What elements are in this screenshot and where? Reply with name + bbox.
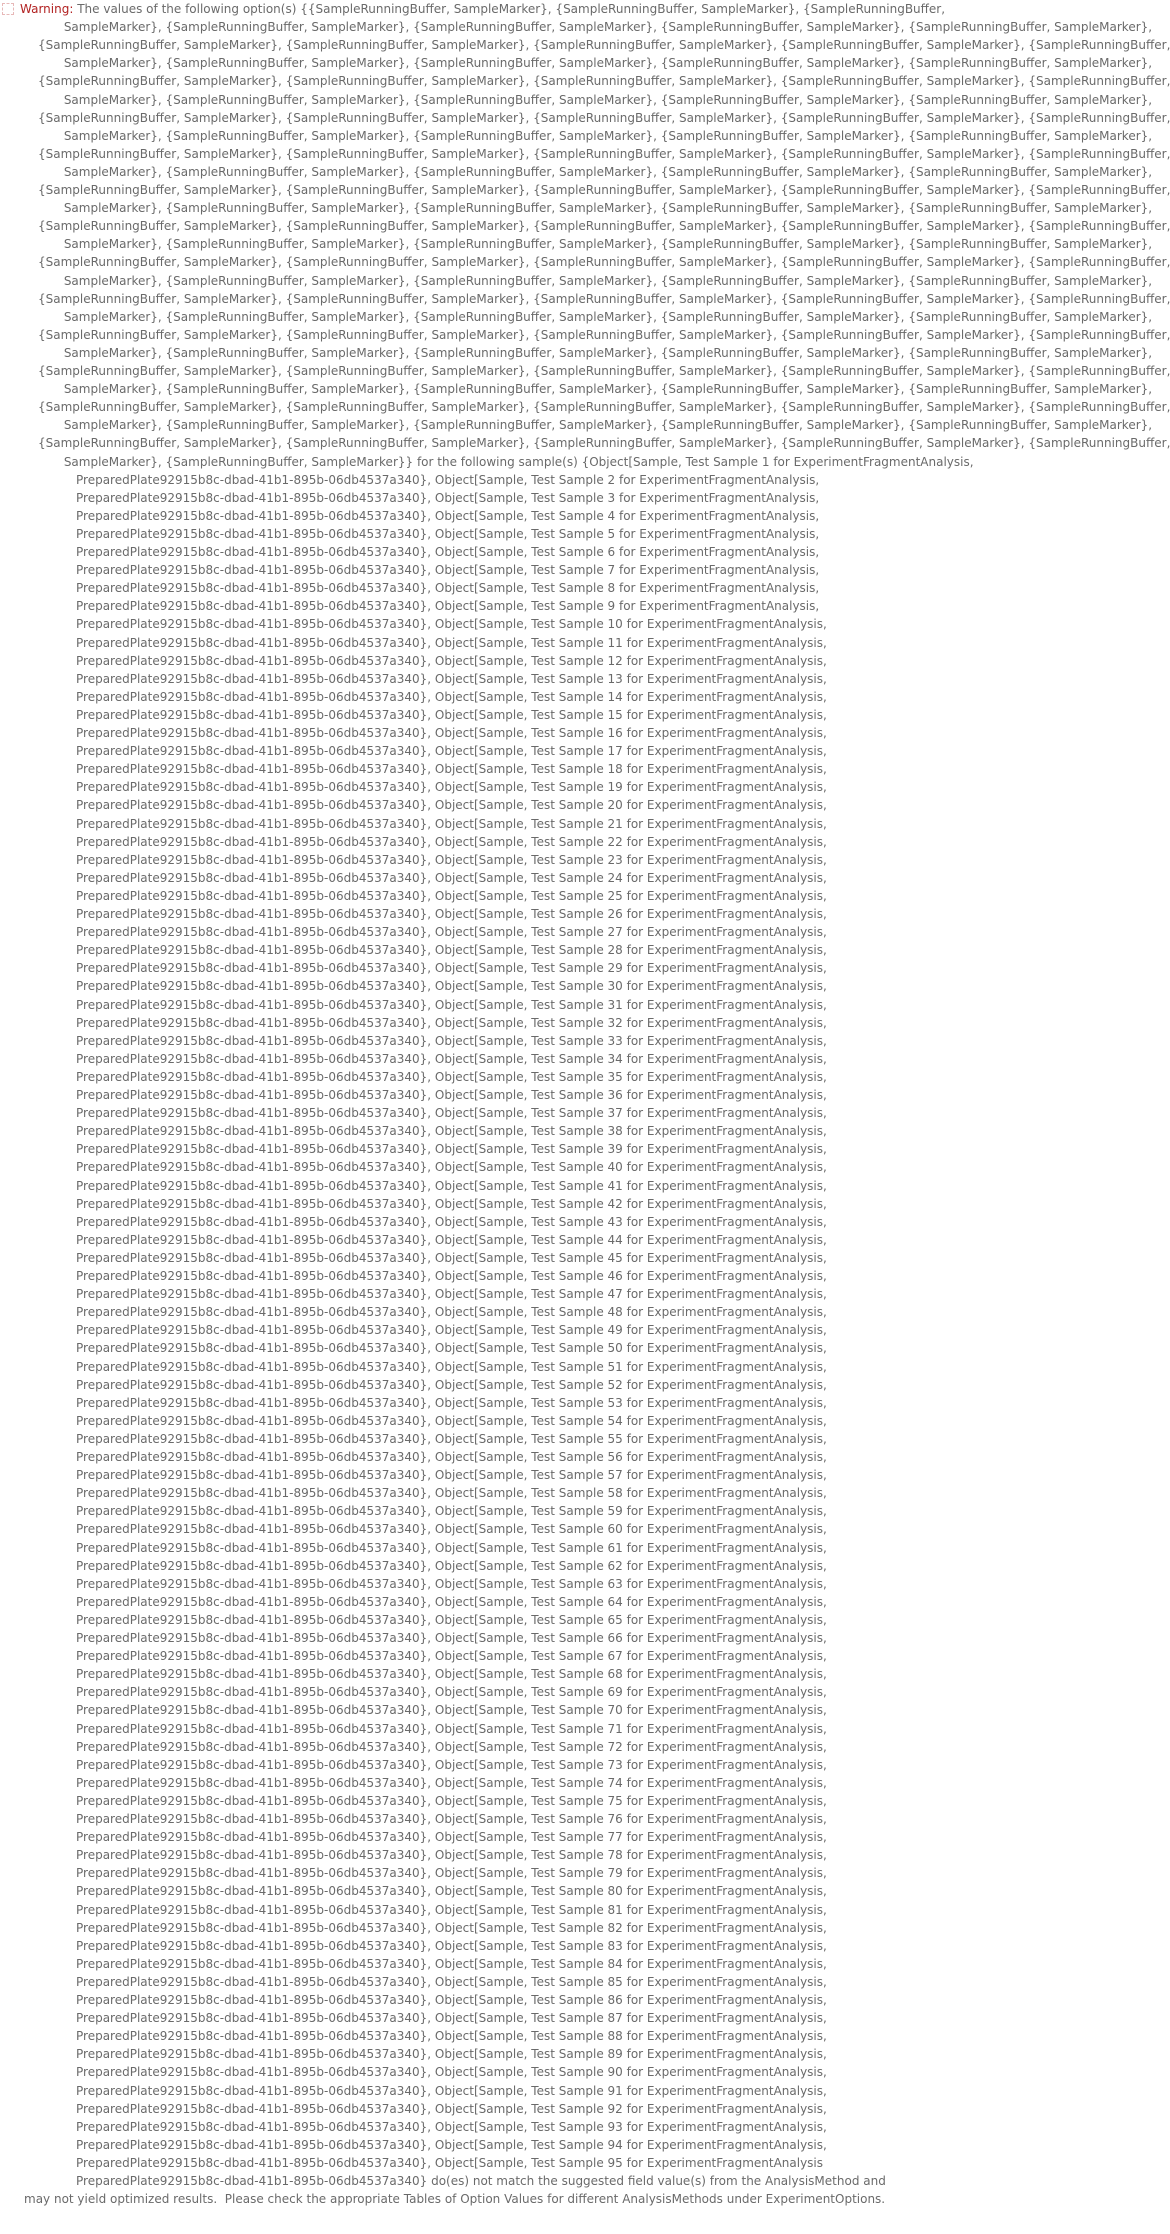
sample-row: PreparedPlate92915b8c-dbad-41b1-895b-06db4537a340}, Object[Sample, Test Sample 51 for ExperimentFragmentAnalysis,	[76, 1359, 827, 1374]
sample-row: PreparedPlate92915b8c-dbad-41b1-895b-06db4537a340}, Object[Sample, Test Sample 52 for ExperimentFragmentAnalysis,	[76, 1377, 827, 1392]
sample-row: PreparedPlate92915b8c-dbad-41b1-895b-06db4537a340}, Object[Sample, Test Sample 78 for ExperimentFragmentAnalysis,	[76, 1848, 827, 1863]
sample-row: PreparedPlate92915b8c-dbad-41b1-895b-06db4537a340}, Object[Sample, Test Sample 79 for ExperimentFragmentAnalysis,	[76, 1866, 827, 1881]
sample-row: PreparedPlate92915b8c-dbad-41b1-895b-06db4537a340}, Object[Sample, Test Sample 45 for ExperimentFragmentAnalysis,	[76, 1250, 827, 1265]
option-pair-line: {SampleRunningBuffer, SampleMarker}, {SampleRunningBuffer, SampleMarker}, {SampleRunningBuffer, SampleMarker}, {SampleRunningBuffer, SampleMarker}, {SampleRunningBuffer,	[38, 110, 1170, 125]
sample-row: PreparedPlate92915b8c-dbad-41b1-895b-06db4537a340}, Object[Sample, Test Sample 44 for ExperimentFragmentAnalysis,	[76, 1232, 827, 1247]
option-pair-line: {SampleRunningBuffer, SampleMarker}, {SampleRunningBuffer, SampleMarker}, {SampleRunningBuffer, SampleMarker}, {SampleRunningBuffer, SampleMarker}, {SampleRunningBuffer,	[38, 38, 1170, 53]
option-pair-line: SampleMarker}, {SampleRunningBuffer, SampleMarker}, {SampleRunningBuffer, SampleMarker}, {SampleRunningBuffer, SampleMarker}, {SampleRunningBuffer, SampleMarker},	[60, 201, 1153, 216]
sample-row: PreparedPlate92915b8c-dbad-41b1-895b-06db4537a340}, Object[Sample, Test Sample 54 for ExperimentFragmentAnalysis,	[76, 1413, 827, 1428]
option-pair-line: {SampleRunningBuffer, SampleMarker}, {SampleRunningBuffer, SampleMarker}, {SampleRunningBuffer, SampleMarker}, {SampleRunningBuffer, SampleMarker}, {SampleRunningBuffer,	[38, 146, 1170, 161]
option-pair-line: SampleMarker}, {SampleRunningBuffer, SampleMarker}, {SampleRunningBuffer, SampleMarker}, {SampleRunningBuffer, SampleMarker}, {SampleRunningBuffer, SampleMarker},	[60, 309, 1153, 324]
sample-row: PreparedPlate92915b8c-dbad-41b1-895b-06db4537a340}, Object[Sample, Test Sample 72 for ExperimentFragmentAnalysis,	[76, 1739, 827, 1754]
sample-row: PreparedPlate92915b8c-dbad-41b1-895b-06db4537a340}, Object[Sample, Test Sample 29 for ExperimentFragmentAnalysis,	[76, 961, 827, 976]
sample-row: PreparedPlate92915b8c-dbad-41b1-895b-06db4537a340}, Object[Sample, Test Sample 63 for ExperimentFragmentAnalysis,	[76, 1576, 827, 1591]
sample-row: PreparedPlate92915b8c-dbad-41b1-895b-06db4537a340}, Object[Sample, Test Sample 22 for ExperimentFragmentAnalysis,	[76, 834, 827, 849]
warning-tail-line-1: PreparedPlate92915b8c-dbad-41b1-895b-06db4537a340} do(es) not match the suggested field value(s) from the AnalysisMethod and	[76, 2174, 886, 2188]
sample-row: PreparedPlate92915b8c-dbad-41b1-895b-06db4537a340}, Object[Sample, Test Sample 16 for ExperimentFragmentAnalysis,	[76, 726, 827, 740]
sample-row: PreparedPlate92915b8c-dbad-41b1-895b-06db4537a340}, Object[Sample, Test Sample 91 for ExperimentFragmentAnalysis,	[76, 2083, 827, 2098]
sample-row: PreparedPlate92915b8c-dbad-41b1-895b-06db4537a340}, Object[Sample, Test Sample 33 for ExperimentFragmentAnalysis,	[76, 1033, 827, 1048]
sample-row: PreparedPlate92915b8c-dbad-41b1-895b-06db4537a340}, Object[Sample, Test Sample 69 for ExperimentFragmentAnalysis,	[76, 1685, 827, 1700]
sample-row: PreparedPlate92915b8c-dbad-41b1-895b-06db4537a340}, Object[Sample, Test Sample 40 for ExperimentFragmentAnalysis,	[76, 1160, 827, 1175]
sample-row: PreparedPlate92915b8c-dbad-41b1-895b-06db4537a340}, Object[Sample, Test Sample 77 for ExperimentFragmentAnalysis,	[76, 1830, 827, 1845]
sample-row: PreparedPlate92915b8c-dbad-41b1-895b-06db4537a340}, Object[Sample, Test Sample 80 for ExperimentFragmentAnalysis,	[76, 1884, 827, 1899]
option-pair-line: {SampleRunningBuffer, SampleMarker}, {SampleRunningBuffer, SampleMarker}, {SampleRunningBuffer, SampleMarker}, {SampleRunningBuffer, SampleMarker}, {SampleRunningBuffer,	[38, 255, 1170, 270]
option-pair-line: {SampleRunningBuffer, SampleMarker}, {SampleRunningBuffer, SampleMarker}, {SampleRunningBuffer, SampleMarker}, {SampleRunningBuffer, SampleMarker}, {SampleRunningBuffer,	[38, 74, 1170, 89]
option-pair-line: {SampleRunningBuffer, SampleMarker}, {SampleRunningBuffer, SampleMarker}, {SampleRunningBuffer, SampleMarker}, {SampleRunningBuffer, SampleMarker}, {SampleRunningBuffer,	[38, 291, 1170, 306]
sample-row: PreparedPlate92915b8c-dbad-41b1-895b-06db4537a340}, Object[Sample, Test Sample 15 for ExperimentFragmentAnalysis,	[76, 707, 827, 722]
sample-row: PreparedPlate92915b8c-dbad-41b1-895b-06db4537a340}, Object[Sample, Test Sample 20 for ExperimentFragmentAnalysis,	[76, 798, 827, 813]
sample-row: PreparedPlate92915b8c-dbad-41b1-895b-06db4537a340}, Object[Sample, Test Sample 71 for ExperimentFragmentAnalysis,	[76, 1721, 827, 1736]
sample-row: PreparedPlate92915b8c-dbad-41b1-895b-06db4537a340}, Object[Sample, Test Sample 53 for ExperimentFragmentAnalysis,	[76, 1395, 827, 1410]
warning-tail-line-2: may not yield optimized results. Please check the appropriate Tables of Option Values for different AnalysisMethods under ExperimentOptions.	[24, 2192, 886, 2207]
sample-row: PreparedPlate92915b8c-dbad-41b1-895b-06db4537a340}, Object[Sample, Test Sample 67 for ExperimentFragmentAnalysis,	[76, 1649, 827, 1664]
option-pair-line: SampleMarker}, {SampleRunningBuffer, SampleMarker}, {SampleRunningBuffer, SampleMarker}, {SampleRunningBuffer, SampleMarker}, {SampleRunningBuffer, SampleMarker},	[60, 20, 1153, 35]
sample-row: PreparedPlate92915b8c-dbad-41b1-895b-06db4537a340}, Object[Sample, Test Sample 27 for ExperimentFragmentAnalysis,	[76, 925, 827, 940]
sample-row: PreparedPlate92915b8c-dbad-41b1-895b-06db4537a340}, Object[Sample, Test Sample 43 for ExperimentFragmentAnalysis,	[76, 1214, 827, 1229]
sample-row: PreparedPlate92915b8c-dbad-41b1-895b-06db4537a340}, Object[Sample, Test Sample 10 for ExperimentFragmentAnalysis,	[76, 617, 827, 632]
sample-row: PreparedPlate92915b8c-dbad-41b1-895b-06db4537a340}, Object[Sample, Test Sample 95 for ExperimentFragmentAnalysis	[76, 2155, 824, 2170]
sample-row: PreparedPlate92915b8c-dbad-41b1-895b-06db4537a340}, Object[Sample, Test Sample 2 for ExperimentFragmentAnalysis,	[76, 472, 820, 487]
sample-row: PreparedPlate92915b8c-dbad-41b1-895b-06db4537a340}, Object[Sample, Test Sample 39 for ExperimentFragmentAnalysis,	[76, 1142, 827, 1157]
sample-row: PreparedPlate92915b8c-dbad-41b1-895b-06db4537a340}, Object[Sample, Test Sample 49 for ExperimentFragmentAnalysis,	[76, 1323, 827, 1338]
sample-row: PreparedPlate92915b8c-dbad-41b1-895b-06db4537a340}, Object[Sample, Test Sample 46 for ExperimentFragmentAnalysis,	[76, 1269, 827, 1283]
sample-row: PreparedPlate92915b8c-dbad-41b1-895b-06db4537a340}, Object[Sample, Test Sample 59 for ExperimentFragmentAnalysis,	[76, 1504, 827, 1519]
sample-row: PreparedPlate92915b8c-dbad-41b1-895b-06db4537a340}, Object[Sample, Test Sample 90 for ExperimentFragmentAnalysis,	[76, 2065, 827, 2080]
sample-row: PreparedPlate92915b8c-dbad-41b1-895b-06db4537a340}, Object[Sample, Test Sample 81 for ExperimentFragmentAnalysis,	[76, 1902, 827, 1917]
sample-row: PreparedPlate92915b8c-dbad-41b1-895b-06db4537a340}, Object[Sample, Test Sample 23 for ExperimentFragmentAnalysis,	[76, 852, 827, 867]
sample-row: PreparedPlate92915b8c-dbad-41b1-895b-06db4537a340}, Object[Sample, Test Sample 25 for ExperimentFragmentAnalysis,	[76, 888, 827, 903]
option-pair-line: SampleMarker}, {SampleRunningBuffer, SampleMarker}, {SampleRunningBuffer, SampleMarker}, {SampleRunningBuffer, SampleMarker}, {SampleRunningBuffer, SampleMarker},	[60, 164, 1153, 179]
sample-row: PreparedPlate92915b8c-dbad-41b1-895b-06db4537a340}, Object[Sample, Test Sample 94 for ExperimentFragmentAnalysis,	[76, 2137, 827, 2152]
option-pair-line: SampleMarker}, {SampleRunningBuffer, SampleMarker}, {SampleRunningBuffer, SampleMarker}, {SampleRunningBuffer, SampleMarker}, {SampleRunningBuffer, SampleMarker},	[60, 56, 1153, 71]
sample-row: PreparedPlate92915b8c-dbad-41b1-895b-06db4537a340}, Object[Sample, Test Sample 14 for ExperimentFragmentAnalysis,	[76, 689, 827, 704]
sample-row: PreparedPlate92915b8c-dbad-41b1-895b-06db4537a340}, Object[Sample, Test Sample 11 for ExperimentFragmentAnalysis,	[76, 635, 827, 650]
sample-row: PreparedPlate92915b8c-dbad-41b1-895b-06db4537a340}, Object[Sample, Test Sample 84 for ExperimentFragmentAnalysis,	[76, 1956, 827, 1971]
option-pair-line: SampleMarker}, {SampleRunningBuffer, SampleMarker}, {SampleRunningBuffer, SampleMarker}, {SampleRunningBuffer, SampleMarker}, {SampleRunningBuffer, SampleMarker},	[60, 273, 1153, 288]
option-pair-line: {SampleRunningBuffer, SampleMarker}, {SampleRunningBuffer, SampleMarker}, {SampleRunningBuffer, SampleMarker}, {SampleRunningBuffer, SampleMarker}, {SampleRunningBuffer,	[38, 400, 1170, 415]
sample-row: PreparedPlate92915b8c-dbad-41b1-895b-06db4537a340}, Object[Sample, Test Sample 56 for ExperimentFragmentAnalysis,	[76, 1450, 827, 1464]
option-pair-line: SampleMarker}, {SampleRunningBuffer, SampleMarker}, {SampleRunningBuffer, SampleMarker}, {SampleRunningBuffer, SampleMarker}, {SampleRunningBuffer, SampleMarker},	[60, 418, 1153, 433]
sample-row: PreparedPlate92915b8c-dbad-41b1-895b-06db4537a340}, Object[Sample, Test Sample 55 for ExperimentFragmentAnalysis,	[76, 1431, 827, 1446]
sample-row: PreparedPlate92915b8c-dbad-41b1-895b-06db4537a340}, Object[Sample, Test Sample 85 for ExperimentFragmentAnalysis,	[76, 1974, 827, 1989]
sample-row: PreparedPlate92915b8c-dbad-41b1-895b-06db4537a340}, Object[Sample, Test Sample 17 for ExperimentFragmentAnalysis,	[76, 744, 827, 759]
sample-row: PreparedPlate92915b8c-dbad-41b1-895b-06db4537a340}, Object[Sample, Test Sample 30 for ExperimentFragmentAnalysis,	[76, 979, 827, 994]
sample-row: PreparedPlate92915b8c-dbad-41b1-895b-06db4537a340}, Object[Sample, Test Sample 34 for ExperimentFragmentAnalysis,	[76, 1051, 827, 1066]
sample-row: PreparedPlate92915b8c-dbad-41b1-895b-06db4537a340}, Object[Sample, Test Sample 60 for ExperimentFragmentAnalysis,	[76, 1522, 827, 1537]
sample-row: PreparedPlate92915b8c-dbad-41b1-895b-06db4537a340}, Object[Sample, Test Sample 75 for ExperimentFragmentAnalysis,	[76, 1793, 827, 1808]
sample-row: PreparedPlate92915b8c-dbad-41b1-895b-06db4537a340}, Object[Sample, Test Sample 74 for ExperimentFragmentAnalysis,	[76, 1775, 827, 1790]
sample-row: PreparedPlate92915b8c-dbad-41b1-895b-06db4537a340}, Object[Sample, Test Sample 35 for ExperimentFragmentAnalysis,	[76, 1069, 827, 1084]
sample-row: PreparedPlate92915b8c-dbad-41b1-895b-06db4537a340}, Object[Sample, Test Sample 82 for ExperimentFragmentAnalysis,	[76, 1920, 827, 1935]
warning-label: Warning:	[20, 2, 74, 16]
sample-row: PreparedPlate92915b8c-dbad-41b1-895b-06db4537a340}, Object[Sample, Test Sample 6 for ExperimentFragmentAnalysis,	[76, 545, 820, 559]
sample-row: PreparedPlate92915b8c-dbad-41b1-895b-06db4537a340}, Object[Sample, Test Sample 83 for ExperimentFragmentAnalysis,	[76, 1938, 827, 1953]
sample-row: PreparedPlate92915b8c-dbad-41b1-895b-06db4537a340}, Object[Sample, Test Sample 42 for ExperimentFragmentAnalysis,	[76, 1196, 827, 1211]
sample-row: PreparedPlate92915b8c-dbad-41b1-895b-06db4537a340}, Object[Sample, Test Sample 26 for ExperimentFragmentAnalysis,	[76, 907, 827, 921]
sample-row: PreparedPlate92915b8c-dbad-41b1-895b-06db4537a340}, Object[Sample, Test Sample 76 for ExperimentFragmentAnalysis,	[76, 1812, 827, 1826]
option-pair-line: {SampleRunningBuffer, SampleMarker}, {SampleRunningBuffer, SampleMarker}, {SampleRunningBuffer, SampleMarker}, {SampleRunningBuffer, SampleMarker}, {SampleRunningBuffer,	[38, 219, 1170, 234]
option-pair-line: SampleMarker}, {SampleRunningBuffer, SampleMarker}} for the following sample(s) {Object[Sample, Test Sample 1 for ExperimentFragmentAnalysis,	[60, 454, 974, 469]
sample-row: PreparedPlate92915b8c-dbad-41b1-895b-06db4537a340}, Object[Sample, Test Sample 66 for ExperimentFragmentAnalysis,	[76, 1631, 827, 1645]
sample-row: PreparedPlate92915b8c-dbad-41b1-895b-06db4537a340}, Object[Sample, Test Sample 47 for ExperimentFragmentAnalysis,	[76, 1287, 827, 1302]
sample-row: PreparedPlate92915b8c-dbad-41b1-895b-06db4537a340}, Object[Sample, Test Sample 31 for ExperimentFragmentAnalysis,	[76, 997, 827, 1012]
sample-row: PreparedPlate92915b8c-dbad-41b1-895b-06db4537a340}, Object[Sample, Test Sample 7 for ExperimentFragmentAnalysis,	[76, 563, 820, 578]
sample-row: PreparedPlate92915b8c-dbad-41b1-895b-06db4537a340}, Object[Sample, Test Sample 61 for ExperimentFragmentAnalysis,	[76, 1540, 827, 1555]
sample-row: PreparedPlate92915b8c-dbad-41b1-895b-06db4537a340}, Object[Sample, Test Sample 36 for ExperimentFragmentAnalysis,	[76, 1088, 827, 1102]
sample-row: PreparedPlate92915b8c-dbad-41b1-895b-06db4537a340}, Object[Sample, Test Sample 86 for ExperimentFragmentAnalysis,	[76, 1993, 827, 2007]
sample-row: PreparedPlate92915b8c-dbad-41b1-895b-06db4537a340}, Object[Sample, Test Sample 93 for ExperimentFragmentAnalysis,	[76, 2119, 827, 2134]
option-pair-line: {SampleRunningBuffer, SampleMarker}, {SampleRunningBuffer, SampleMarker}, {SampleRunningBuffer, SampleMarker}, {SampleRunningBuffer, SampleMarker}, {SampleRunningBuffer,	[38, 436, 1170, 451]
option-pair-line: SampleMarker}, {SampleRunningBuffer, SampleMarker}, {SampleRunningBuffer, SampleMarker}, {SampleRunningBuffer, SampleMarker}, {SampleRunningBuffer, SampleMarker},	[60, 92, 1153, 107]
sample-row: PreparedPlate92915b8c-dbad-41b1-895b-06db4537a340}, Object[Sample, Test Sample 48 for ExperimentFragmentAnalysis,	[76, 1305, 827, 1320]
sample-row: PreparedPlate92915b8c-dbad-41b1-895b-06db4537a340}, Object[Sample, Test Sample 41 for ExperimentFragmentAnalysis,	[76, 1178, 827, 1193]
sample-row: PreparedPlate92915b8c-dbad-41b1-895b-06db4537a340}, Object[Sample, Test Sample 38 for ExperimentFragmentAnalysis,	[76, 1124, 827, 1139]
sample-row: PreparedPlate92915b8c-dbad-41b1-895b-06db4537a340}, Object[Sample, Test Sample 58 for ExperimentFragmentAnalysis,	[76, 1486, 827, 1501]
sample-row: PreparedPlate92915b8c-dbad-41b1-895b-06db4537a340}, Object[Sample, Test Sample 12 for ExperimentFragmentAnalysis,	[76, 653, 827, 668]
sample-row: PreparedPlate92915b8c-dbad-41b1-895b-06db4537a340}, Object[Sample, Test Sample 62 for ExperimentFragmentAnalysis,	[76, 1558, 827, 1573]
sample-row: PreparedPlate92915b8c-dbad-41b1-895b-06db4537a340}, Object[Sample, Test Sample 64 for ExperimentFragmentAnalysis,	[76, 1594, 827, 1609]
sample-row: PreparedPlate92915b8c-dbad-41b1-895b-06db4537a340}, Object[Sample, Test Sample 24 for ExperimentFragmentAnalysis,	[76, 870, 827, 885]
option-pair-line: {SampleRunningBuffer, SampleMarker}, {SampleRunningBuffer, SampleMarker}, {SampleRunningBuffer, SampleMarker}, {SampleRunningBuffer, SampleMarker}, {SampleRunningBuffer,	[38, 183, 1170, 197]
sample-row: PreparedPlate92915b8c-dbad-41b1-895b-06db4537a340}, Object[Sample, Test Sample 68 for ExperimentFragmentAnalysis,	[76, 1667, 827, 1682]
sample-row: PreparedPlate92915b8c-dbad-41b1-895b-06db4537a340}, Object[Sample, Test Sample 13 for ExperimentFragmentAnalysis,	[76, 671, 827, 686]
option-pair-line: {SampleRunningBuffer, SampleMarker}, {SampleRunningBuffer, SampleMarker}, {SampleRunningBuffer, SampleMarker}, {SampleRunningBuffer, SampleMarker}, {SampleRunningBuffer,	[38, 364, 1170, 378]
sample-row: PreparedPlate92915b8c-dbad-41b1-895b-06db4537a340}, Object[Sample, Test Sample 18 for ExperimentFragmentAnalysis,	[76, 762, 827, 777]
sample-row: PreparedPlate92915b8c-dbad-41b1-895b-06db4537a340}, Object[Sample, Test Sample 28 for ExperimentFragmentAnalysis,	[76, 943, 827, 958]
warning-icon	[2, 3, 14, 15]
sample-row: PreparedPlate92915b8c-dbad-41b1-895b-06db4537a340}, Object[Sample, Test Sample 88 for ExperimentFragmentAnalysis,	[76, 2029, 827, 2044]
sample-row: PreparedPlate92915b8c-dbad-41b1-895b-06db4537a340}, Object[Sample, Test Sample 73 for ExperimentFragmentAnalysis,	[76, 1757, 827, 1772]
option-pair-line: SampleMarker}, {SampleRunningBuffer, SampleMarker}, {SampleRunningBuffer, SampleMarker}, {SampleRunningBuffer, SampleMarker}, {SampleRunningBuffer, SampleMarker},	[60, 128, 1153, 143]
warning-first-line	[20, 0, 945, 18]
sample-row: PreparedPlate92915b8c-dbad-41b1-895b-06db4537a340}, Object[Sample, Test Sample 50 for ExperimentFragmentAnalysis,	[76, 1341, 827, 1356]
sample-row: PreparedPlate92915b8c-dbad-41b1-895b-06db4537a340}, Object[Sample, Test Sample 21 for ExperimentFragmentAnalysis,	[76, 816, 827, 831]
warning-intro: The values of the following option(s) {{SampleRunningBuffer, SampleMarker}, {SampleRunningBuffer, SampleMarker}, {SampleRunningBuffer,	[73, 2, 946, 16]
sample-row: PreparedPlate92915b8c-dbad-41b1-895b-06db4537a340}, Object[Sample, Test Sample 8 for ExperimentFragmentAnalysis,	[76, 581, 820, 596]
option-pair-line: {SampleRunningBuffer, SampleMarker}, {SampleRunningBuffer, SampleMarker}, {SampleRunningBuffer, SampleMarker}, {SampleRunningBuffer, SampleMarker}, {SampleRunningBuffer,	[38, 327, 1170, 342]
sample-row: PreparedPlate92915b8c-dbad-41b1-895b-06db4537a340}, Object[Sample, Test Sample 9 for ExperimentFragmentAnalysis,	[76, 599, 820, 614]
sample-row: PreparedPlate92915b8c-dbad-41b1-895b-06db4537a340}, Object[Sample, Test Sample 70 for ExperimentFragmentAnalysis,	[76, 1703, 827, 1718]
option-pair-line: SampleMarker}, {SampleRunningBuffer, SampleMarker}, {SampleRunningBuffer, SampleMarker}, {SampleRunningBuffer, SampleMarker}, {SampleRunningBuffer, SampleMarker},	[60, 382, 1153, 397]
option-pair-line: SampleMarker}, {SampleRunningBuffer, SampleMarker}, {SampleRunningBuffer, SampleMarker}, {SampleRunningBuffer, SampleMarker}, {SampleRunningBuffer, SampleMarker},	[60, 237, 1153, 252]
sample-row: PreparedPlate92915b8c-dbad-41b1-895b-06db4537a340}, Object[Sample, Test Sample 57 for ExperimentFragmentAnalysis,	[76, 1468, 827, 1483]
sample-row: PreparedPlate92915b8c-dbad-41b1-895b-06db4537a340}, Object[Sample, Test Sample 3 for ExperimentFragmentAnalysis,	[76, 490, 820, 505]
sample-row: PreparedPlate92915b8c-dbad-41b1-895b-06db4537a340}, Object[Sample, Test Sample 65 for ExperimentFragmentAnalysis,	[76, 1612, 827, 1627]
sample-row: PreparedPlate92915b8c-dbad-41b1-895b-06db4537a340}, Object[Sample, Test Sample 32 for ExperimentFragmentAnalysis,	[76, 1015, 827, 1030]
sample-row: PreparedPlate92915b8c-dbad-41b1-895b-06db4537a340}, Object[Sample, Test Sample 87 for ExperimentFragmentAnalysis,	[76, 2011, 827, 2026]
sample-row: PreparedPlate92915b8c-dbad-41b1-895b-06db4537a340}, Object[Sample, Test Sample 89 for ExperimentFragmentAnalysis,	[76, 2047, 827, 2062]
sample-row: PreparedPlate92915b8c-dbad-41b1-895b-06db4537a340}, Object[Sample, Test Sample 4 for ExperimentFragmentAnalysis,	[76, 508, 820, 523]
sample-row: PreparedPlate92915b8c-dbad-41b1-895b-06db4537a340}, Object[Sample, Test Sample 37 for ExperimentFragmentAnalysis,	[76, 1106, 827, 1121]
sample-row: PreparedPlate92915b8c-dbad-41b1-895b-06db4537a340}, Object[Sample, Test Sample 5 for ExperimentFragmentAnalysis,	[76, 526, 820, 541]
sample-row: PreparedPlate92915b8c-dbad-41b1-895b-06db4537a340}, Object[Sample, Test Sample 92 for ExperimentFragmentAnalysis,	[76, 2101, 827, 2116]
option-pair-line: SampleMarker}, {SampleRunningBuffer, SampleMarker}, {SampleRunningBuffer, SampleMarker}, {SampleRunningBuffer, SampleMarker}, {SampleRunningBuffer, SampleMarker},	[60, 345, 1153, 360]
sample-row: PreparedPlate92915b8c-dbad-41b1-895b-06db4537a340}, Object[Sample, Test Sample 19 for ExperimentFragmentAnalysis,	[76, 780, 827, 795]
